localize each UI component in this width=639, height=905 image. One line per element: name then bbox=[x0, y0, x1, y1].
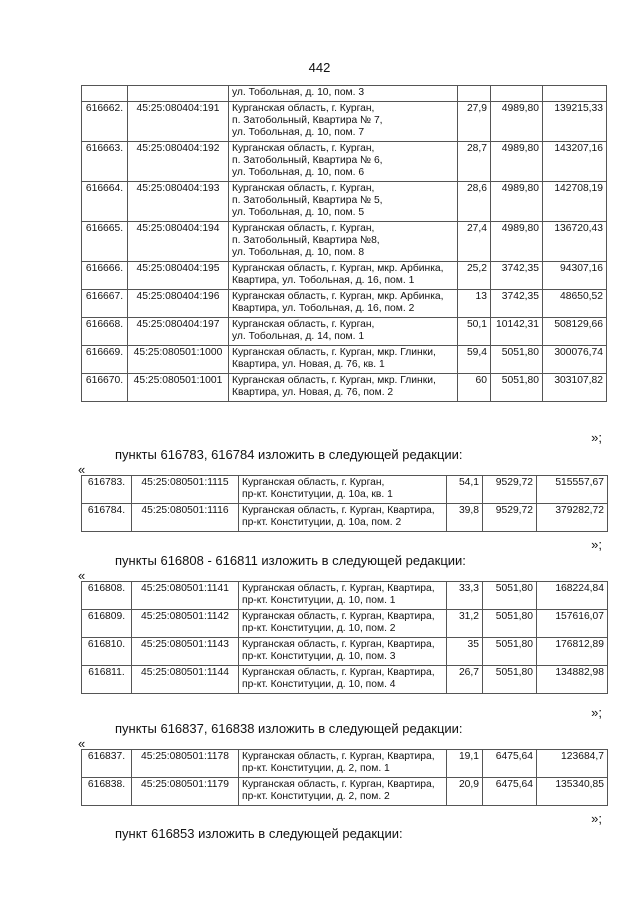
table-row bbox=[82, 290, 607, 318]
address-line: п. Затобольный, Квартира № 7, bbox=[232, 115, 383, 126]
address-line: пр-кт. Конституции, д. 10, пом. 1 bbox=[242, 595, 396, 606]
price-per-sqm: 5051,80 bbox=[483, 610, 537, 638]
total-value: 515557,67 bbox=[537, 476, 608, 504]
address-line: пр-кт. Конституции, д. 10, пом. 3 bbox=[242, 651, 396, 662]
close-quote: »; bbox=[591, 537, 602, 552]
address-cell bbox=[239, 582, 447, 610]
close-quote: »; bbox=[591, 430, 602, 445]
price-per-sqm: 4989,80 bbox=[491, 102, 543, 142]
price-per-sqm: 3742,35 bbox=[491, 290, 543, 318]
price-per-sqm: 6475,64 bbox=[483, 778, 537, 806]
area-value: 31,2 bbox=[447, 610, 483, 638]
total-value: 157616,07 bbox=[537, 610, 608, 638]
table-row bbox=[82, 504, 608, 532]
row-number: 616666. bbox=[82, 262, 128, 290]
table-row bbox=[82, 778, 608, 806]
row-number: 616784. bbox=[82, 504, 132, 532]
address-cell bbox=[229, 290, 458, 318]
address-line: п. Затобольный, Квартира № 5, bbox=[232, 195, 383, 206]
table-row bbox=[82, 86, 607, 102]
address-line: Курганская область, г. Курган, Квартира, bbox=[242, 667, 435, 678]
page-number: 442 bbox=[308, 60, 331, 75]
area-value: 27,4 bbox=[458, 222, 491, 262]
paragraph-text: пункты 616808 - 616811 изложить в следующей редакции: bbox=[115, 553, 466, 568]
open-quote: « bbox=[78, 462, 86, 477]
table-row bbox=[82, 346, 607, 374]
total-value: 508129,66 bbox=[543, 318, 607, 346]
price-per-sqm: 5051,80 bbox=[491, 346, 543, 374]
close-quote: »; bbox=[591, 811, 602, 826]
address-cell bbox=[229, 346, 458, 374]
area-value: 50,1 bbox=[458, 318, 491, 346]
area-value: 20,9 bbox=[447, 778, 483, 806]
address-cell bbox=[239, 476, 447, 504]
area-value: 26,7 bbox=[447, 666, 483, 694]
area-value: 27,9 bbox=[458, 102, 491, 142]
area-value: 28,7 bbox=[458, 142, 491, 182]
cadastral-number: 45:25:080501:1179 bbox=[132, 778, 239, 806]
total-value: 176812,89 bbox=[537, 638, 608, 666]
area-value: 25,2 bbox=[458, 262, 491, 290]
address-line: Курганская область, г. Курган, мкр. Арбинка, bbox=[232, 263, 444, 274]
address-line: ул. Тобольная, д. 10, пом. 5 bbox=[232, 207, 365, 218]
address-cell bbox=[239, 778, 447, 806]
paragraph-text: пункты 616783, 616784 изложить в следующей редакции: bbox=[115, 447, 463, 462]
price-per-sqm: 5051,80 bbox=[483, 666, 537, 694]
address-cell bbox=[239, 610, 447, 638]
address-line: пр-кт. Конституции, д. 10а, кв. 1 bbox=[242, 489, 393, 500]
table-row bbox=[82, 666, 608, 694]
open-quote: « bbox=[78, 736, 86, 751]
total-value: 300076,74 bbox=[543, 346, 607, 374]
cadastral-number: 45:25:080501:1001 bbox=[128, 374, 229, 402]
table-row bbox=[82, 318, 607, 346]
address-line: ул. Тобольная, д. 10, пом. 6 bbox=[232, 167, 365, 178]
address-line: пр-кт. Конституции, д. 10а, пом. 2 bbox=[242, 517, 402, 528]
total-value: 303107,82 bbox=[543, 374, 607, 402]
row-number: 616809. bbox=[82, 610, 132, 638]
address-cell bbox=[239, 750, 447, 778]
address-line: Курганская область, г. Курган, bbox=[232, 183, 375, 194]
total-value: 135340,85 bbox=[537, 778, 608, 806]
price-per-sqm: 4989,80 bbox=[491, 142, 543, 182]
price-per-sqm: 3742,35 bbox=[491, 262, 543, 290]
row-number: 616669. bbox=[82, 346, 128, 374]
property-table-3 bbox=[81, 581, 608, 694]
cadastral-number: 45:25:080404:192 bbox=[128, 142, 229, 182]
address-line: ул. Тобольная, д. 10, пом. 7 bbox=[232, 127, 365, 138]
address-cell: ул. Тобольная, д. 10, пом. 3 bbox=[229, 86, 458, 102]
address-line: п. Затобольный, Квартира №8, bbox=[232, 235, 380, 246]
address-line: пр-кт. Конституции, д. 10, пом. 2 bbox=[242, 623, 396, 634]
row-number: 616670. bbox=[82, 374, 128, 402]
close-quote: »; bbox=[591, 705, 602, 720]
cadastral-number: 45:25:080404:197 bbox=[128, 318, 229, 346]
address-line: Курганская область, г. Курган, мкр. Глинки, bbox=[232, 347, 436, 358]
row-number: 616665. bbox=[82, 222, 128, 262]
table-row bbox=[82, 142, 607, 182]
address-cell bbox=[229, 142, 458, 182]
cadastral-number: 45:25:080404:196 bbox=[128, 290, 229, 318]
table-row bbox=[82, 476, 608, 504]
address-line: Курганская область, г. Курган, bbox=[232, 223, 375, 234]
table-row bbox=[82, 102, 607, 142]
cadastral-number: 45:25:080501:1142 bbox=[132, 610, 239, 638]
area-value: 19,1 bbox=[447, 750, 483, 778]
cadastral-number: 45:25:080404:195 bbox=[128, 262, 229, 290]
address-line: Курганская область, г. Курган, Квартира, bbox=[242, 505, 435, 516]
total-value: 142708,19 bbox=[543, 182, 607, 222]
address-line: ул. Тобольная, д. 10, пом. 8 bbox=[232, 247, 365, 258]
area-value: 59,4 bbox=[458, 346, 491, 374]
table-row bbox=[82, 374, 607, 402]
area-value: 33,3 bbox=[447, 582, 483, 610]
cadastral-number: 45:25:080501:1000 bbox=[128, 346, 229, 374]
table-row bbox=[82, 222, 607, 262]
address-line: Квартира, ул. Тобольная, д. 16, пом. 1 bbox=[232, 275, 415, 286]
total-value: 379282,72 bbox=[537, 504, 608, 532]
row-number: 616662. bbox=[82, 102, 128, 142]
area-value: 13 bbox=[458, 290, 491, 318]
address-cell bbox=[239, 504, 447, 532]
address-line: пр-кт. Конституции, д. 10, пом. 4 bbox=[242, 679, 396, 690]
row-number: 616837. bbox=[82, 750, 132, 778]
total-value: 168224,84 bbox=[537, 582, 608, 610]
address-line: Курганская область, г. Курган, Квартира, bbox=[242, 611, 435, 622]
address-line: пр-кт. Конституции, д. 2, пом. 2 bbox=[242, 791, 390, 802]
total-value: 139215,33 bbox=[543, 102, 607, 142]
address-line: Квартира, ул. Тобольная, д. 16, пом. 2 bbox=[232, 303, 415, 314]
address-cell bbox=[239, 638, 447, 666]
table-row bbox=[82, 638, 608, 666]
area-value: 54,1 bbox=[447, 476, 483, 504]
paragraph-text: пункт 616853 изложить в следующей редакции: bbox=[115, 826, 403, 841]
total-value: 134882,98 bbox=[537, 666, 608, 694]
row-number: 616838. bbox=[82, 778, 132, 806]
price-per-sqm: 10142,31 bbox=[491, 318, 543, 346]
address-line: п. Затобольный, Квартира № 6, bbox=[232, 155, 383, 166]
cadastral-number: 45:25:080404:194 bbox=[128, 222, 229, 262]
address-line: Курганская область, г. Курган, Квартира, bbox=[242, 639, 435, 650]
address-cell bbox=[229, 182, 458, 222]
row-number: 616668. bbox=[82, 318, 128, 346]
address-cell bbox=[239, 666, 447, 694]
address-line: Курганская область, г. Курган, bbox=[232, 103, 375, 114]
address-line: пр-кт. Конституции, д. 2, пом. 1 bbox=[242, 763, 390, 774]
total-value: 136720,43 bbox=[543, 222, 607, 262]
address-line: Курганская область, г. Курган, мкр. Глинки, bbox=[232, 375, 436, 386]
row-number: 616783. bbox=[82, 476, 132, 504]
row-number: 616664. bbox=[82, 182, 128, 222]
property-table-4 bbox=[81, 749, 608, 806]
table-row bbox=[82, 262, 607, 290]
address-line: ул. Тобольная, д. 14, пом. 1 bbox=[232, 331, 365, 342]
price-per-sqm: 6475,64 bbox=[483, 750, 537, 778]
address-line: Квартира, ул. Новая, д. 76, пом. 2 bbox=[232, 387, 394, 398]
total-value: 123684,7 bbox=[537, 750, 608, 778]
row-number: 616667. bbox=[82, 290, 128, 318]
price-per-sqm: 9529,72 bbox=[483, 504, 537, 532]
price-per-sqm: 4989,80 bbox=[491, 222, 543, 262]
row-number: 616663. bbox=[82, 142, 128, 182]
row-number: 616811. bbox=[82, 666, 132, 694]
table-row bbox=[82, 750, 608, 778]
address-line: Курганская область, г. Курган, bbox=[232, 143, 375, 154]
cadastral-number: 45:25:080501:1141 bbox=[132, 582, 239, 610]
table-row bbox=[82, 182, 607, 222]
price-per-sqm: 4989,80 bbox=[491, 182, 543, 222]
price-per-sqm: 5051,80 bbox=[483, 638, 537, 666]
address-line: Курганская область, г. Курган, bbox=[242, 477, 385, 488]
area-value: 28,6 bbox=[458, 182, 491, 222]
address-line: Курганская область, г. Курган, bbox=[232, 319, 375, 330]
address-line: Курганская область, г. Курган, Квартира, bbox=[242, 583, 435, 594]
total-value: 94307,16 bbox=[543, 262, 607, 290]
address-cell bbox=[229, 262, 458, 290]
area-value: 60 bbox=[458, 374, 491, 402]
price-per-sqm: 5051,80 bbox=[491, 374, 543, 402]
address-line: Курганская область, г. Курган, Квартира, bbox=[242, 779, 435, 790]
address-cell bbox=[229, 222, 458, 262]
property-table-1 bbox=[81, 85, 607, 402]
address-cell bbox=[229, 318, 458, 346]
area-value: 35 bbox=[447, 638, 483, 666]
total-value: 48650,52 bbox=[543, 290, 607, 318]
open-quote: « bbox=[78, 568, 86, 583]
property-table-2 bbox=[81, 475, 608, 532]
row-number: 616810. bbox=[82, 638, 132, 666]
cadastral-number: 45:25:080501:1143 bbox=[132, 638, 239, 666]
address-cell bbox=[229, 374, 458, 402]
total-value: 143207,16 bbox=[543, 142, 607, 182]
cadastral-number: 45:25:080501:1115 bbox=[132, 476, 239, 504]
address-cell bbox=[229, 102, 458, 142]
row-number: 616808. bbox=[82, 582, 132, 610]
address-line: Курганская область, г. Курган, Квартира, bbox=[242, 751, 435, 762]
table-row bbox=[82, 610, 608, 638]
paragraph-text: пункты 616837, 616838 изложить в следующей редакции: bbox=[115, 721, 463, 736]
price-per-sqm: 5051,80 bbox=[483, 582, 537, 610]
address-line: Курганская область, г. Курган, мкр. Арбинка, bbox=[232, 291, 444, 302]
cadastral-number: 45:25:080501:1178 bbox=[132, 750, 239, 778]
price-per-sqm: 9529,72 bbox=[483, 476, 537, 504]
table-row bbox=[82, 582, 608, 610]
cadastral-number: 45:25:080404:193 bbox=[128, 182, 229, 222]
cadastral-number: 45:25:080501:1116 bbox=[132, 504, 239, 532]
address-line: Квартира, ул. Новая, д. 76, кв. 1 bbox=[232, 359, 385, 370]
cadastral-number: 45:25:080501:1144 bbox=[132, 666, 239, 694]
area-value: 39,8 bbox=[447, 504, 483, 532]
cadastral-number: 45:25:080404:191 bbox=[128, 102, 229, 142]
